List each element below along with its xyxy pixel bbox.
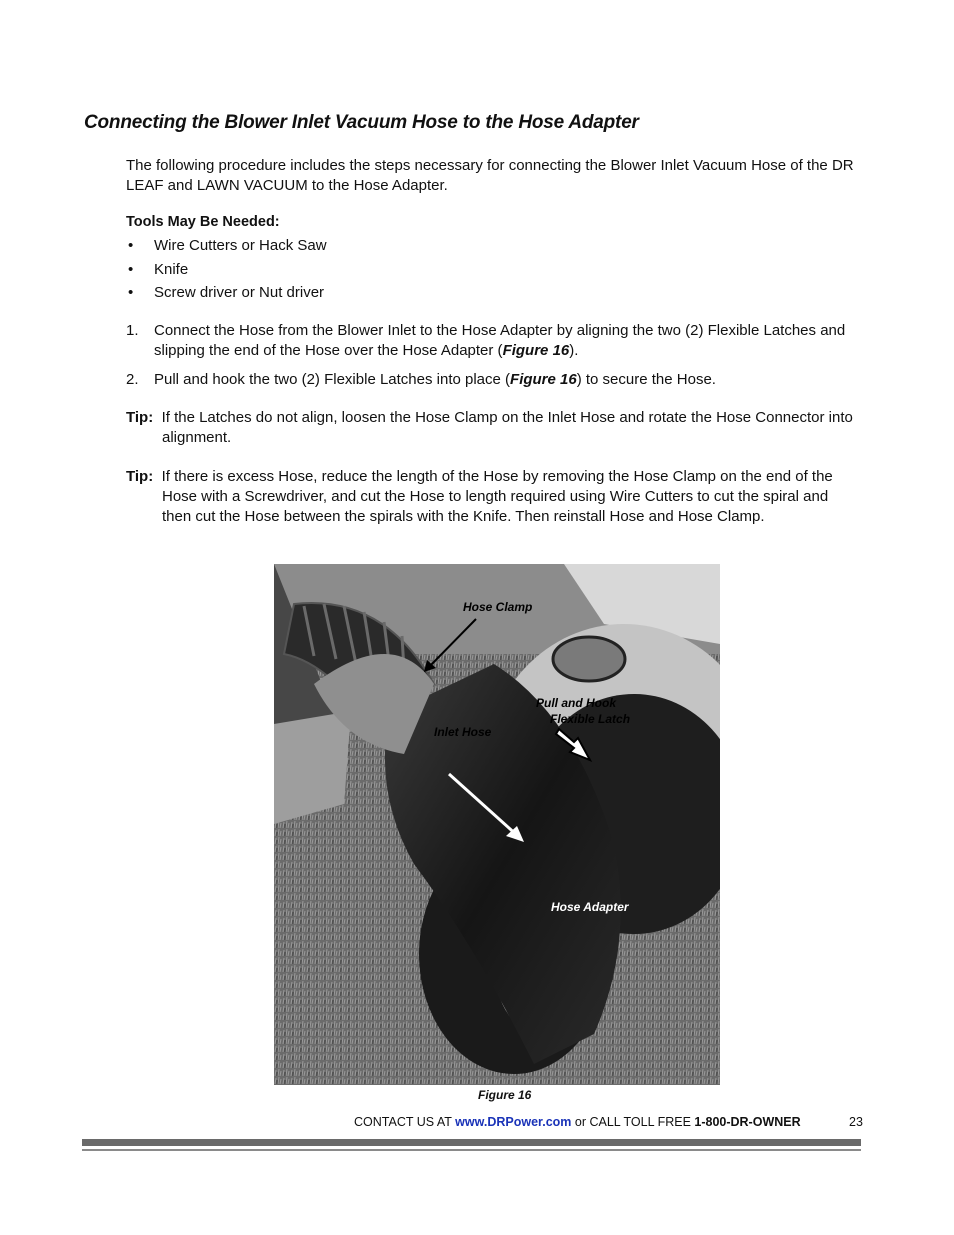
step-number: 1. bbox=[126, 322, 139, 339]
tool-item-text: Knife bbox=[154, 260, 189, 278]
tip-text: If there is excess Hose, reduce the length of the Hose by removing the Hose Clamp on the end of the Hose with a Screwdriver, and cut the Hose to length required using Wire Cutters to cut the spiral and then cut the Hose between the spirals with the Knife. Then reinstall Hose and Hose Clamp. bbox=[161, 468, 833, 525]
label-pull-hook-line1: Pull and Hook bbox=[536, 696, 617, 710]
tool-item bbox=[126, 283, 327, 307]
figure-16-photo bbox=[274, 564, 720, 1085]
hose-photo-illustration bbox=[274, 564, 720, 1085]
step-number: 2. bbox=[126, 371, 139, 388]
phone-number: 1-800-DR-OWNER bbox=[694, 1115, 801, 1129]
section-title: Connecting the Blower Inlet Vacuum Hose to the Hose Adapter bbox=[84, 112, 639, 133]
tools-heading: Tools May Be Needed: bbox=[126, 214, 280, 230]
tip-paragraph bbox=[126, 467, 856, 527]
step-item bbox=[126, 321, 856, 361]
page-number: 23 bbox=[849, 1115, 863, 1129]
tools-list bbox=[126, 236, 327, 307]
footer-contact bbox=[354, 1115, 801, 1129]
bullet: • bbox=[128, 260, 134, 278]
tip-label: Tip: bbox=[126, 409, 154, 426]
bullet: • bbox=[128, 284, 134, 301]
tool-item bbox=[126, 236, 327, 260]
footer-rule-thin bbox=[82, 1149, 861, 1151]
figure-reference: Figure 16 bbox=[502, 342, 570, 359]
tip-text: If the Latches do not align, loosen the Hose Clamp on the Inlet Hose and rotate the Hose Connector into alignment. bbox=[161, 409, 853, 446]
contact-middle: or CALL TOLL FREE bbox=[571, 1115, 695, 1129]
step-text: Connect the Hose from the Blower Inlet to the Hose Adapter by aligning the two (2) Flexible Latches and slipping the end of the Hose over the Hose Adapter ( bbox=[154, 322, 846, 359]
footer-rule bbox=[82, 1139, 861, 1146]
tool-item-text: Wire Cutters or Hack Saw bbox=[154, 237, 327, 254]
step-text: Pull and hook the two (2) Flexible Latches into place ( bbox=[154, 371, 511, 388]
figure-reference: Figure 16 bbox=[510, 371, 577, 388]
label-hose-clamp: Hose Clamp bbox=[463, 600, 533, 614]
bullet: • bbox=[128, 237, 134, 254]
procedure-steps bbox=[126, 321, 856, 399]
website-link[interactable]: www.DRPower.com bbox=[455, 1115, 572, 1129]
label-hose-adapter: Hose Adapter bbox=[551, 900, 629, 914]
contact-prefix: CONTACT US AT bbox=[354, 1115, 456, 1129]
step-text-end: ) to secure the Hose. bbox=[576, 371, 716, 388]
tool-item-text: Screw driver or Nut driver bbox=[154, 284, 325, 301]
intro-paragraph: The following procedure includes the steps necessary for connecting the Blower Inlet Vacuum Hose of the DR LEAF and LAWN VACUUM to the Hose Adapter. bbox=[126, 157, 854, 194]
step-text-end: ). bbox=[569, 342, 579, 359]
figure-caption: Figure 16 bbox=[478, 1088, 532, 1102]
tip-label: Tip: bbox=[126, 468, 154, 485]
label-inlet-hose: Inlet Hose bbox=[434, 725, 492, 739]
step-item bbox=[126, 370, 856, 390]
tip-paragraph bbox=[126, 408, 856, 448]
blower-inlet bbox=[553, 637, 625, 681]
tool-item bbox=[126, 260, 327, 284]
label-pull-hook-line2: Flexible Latch bbox=[550, 712, 631, 726]
